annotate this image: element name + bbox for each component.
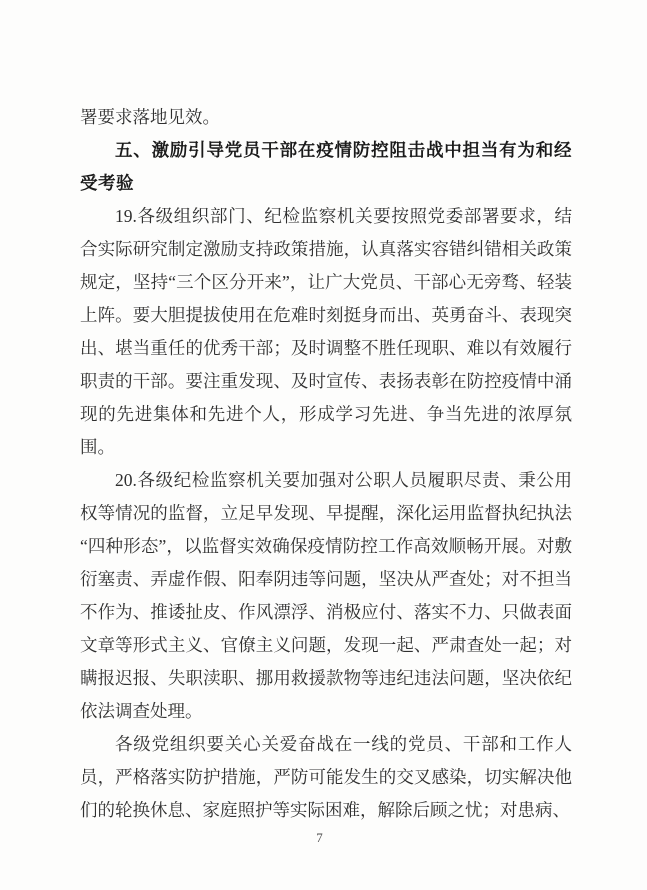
paragraph-care-frontline: 各级党组织要关心关爱奋战在一线的党员、干部和工作人员，严格落实防护措施，严防可能发生的交叉感染，切实解决他们的轮换休息、家庭照护等实际困难，解除后顾之忧；对患病、 (80, 734, 572, 820)
page-number: 7 (316, 830, 323, 845)
continuation-line: 署要求落地见效。 (80, 107, 220, 127)
paragraph-19: 19.各级组织部门、纪检监察机关要按照党委部署要求，结合实际研究制定激励支持政策措施，认真落实容错纠错相关政策规定，坚持“三个区分开来”，让广大党员、干部心无旁骛、轻装上阵。要大胆提拔使用在危难时刻挺身而出、英勇奋斗、表现突出、堪当重任的优秀干部；及时调整不胜任现职、难以有效履行职责的干部。要注重发现、及时宣传、表扬表彰在防控疫情中涌现的先进集体和先进个人，形成学习先进、争当先进的浓厚氛围。 (80, 206, 572, 457)
paragraph-20: 20.各级纪检监察机关要加强对公职人员履职尽责、秉公用权等情况的监督，立足早发现、早提醒，深化运用监督执纪执法“四种形态”，以监督实效确保疫情防控工作高效顺畅开展。对敷衍塞责、弄虚作假、阳奉阴违等问题，坚决从严查处；对不担当不作为、推诿扯皮、作风漂浮、消极应付、落实不力、只做表面文章等形式主义、官僚主义问题，发现一起、严肃查处一起；对瞒报迟报、失职渎职、挪用救援款物等违纪违法问题，坚决依纪依法调查处理。 (80, 470, 572, 721)
section-heading: 五、激励引导党员干部在疫情防控阻击战中担当有为和经受考验 (80, 140, 572, 193)
document-body (80, 101, 572, 827)
